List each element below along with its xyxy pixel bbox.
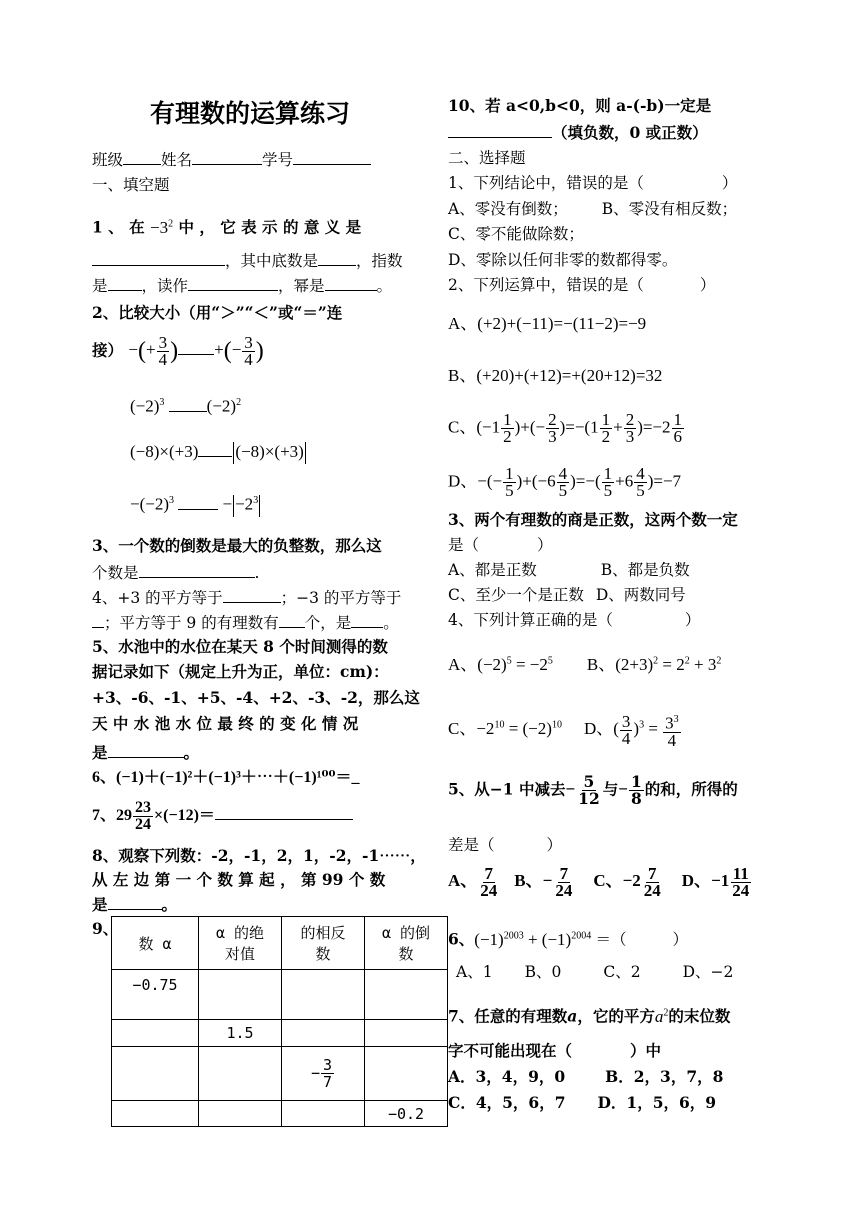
m6-option-b[interactable]: B、0	[524, 963, 562, 981]
q1-line2: ，其中底数是 ，指数	[92, 249, 403, 272]
q9-cell: −0.75	[112, 970, 199, 1020]
m4-options-cd	[448, 712, 682, 749]
m7-options-ab	[448, 1066, 723, 1088]
id-blank[interactable]	[293, 148, 371, 165]
m6-options	[456, 961, 733, 983]
m3-line1: 3、两个有理数的商是正数，这两个数一定	[448, 510, 738, 529]
section-fill-heading: 一、填空题	[92, 176, 170, 194]
q9-cell: −0.2	[365, 1101, 448, 1127]
m5-line2: 差是（ ）	[448, 836, 563, 854]
q8-line2: 从 左 边 第 一 个 数 算 起 ， 第 99 个 数	[92, 870, 386, 889]
q4-blank-a[interactable]	[223, 586, 281, 603]
m5-option-c[interactable]: C、−2 $\frac{7}{24}$	[593, 864, 661, 900]
q2-line1: 2、比较大小（用“＞”“＜”或“＝”连	[92, 303, 343, 322]
q1-blank-power[interactable]	[325, 274, 377, 291]
q4-blank-b[interactable]	[92, 611, 104, 628]
m3-option-b[interactable]: B、都是负数	[600, 561, 690, 579]
m1-option-a[interactable]: A、零没有倒数；	[448, 200, 568, 218]
m4-option-d[interactable]: D、( $\frac{3}{4}$ )$^3$ = $\frac{3^3}{4}$	[583, 711, 679, 750]
m6-question: 6、$(-1)^{2003} + (-1)^{2004}$ ＝（ ）	[448, 929, 688, 949]
q7-blank[interactable]	[215, 803, 353, 820]
m6-option-d[interactable]: D、−2	[682, 963, 734, 981]
q2-item3: (−8)×(+3) (−8)×(+3)	[130, 440, 307, 464]
q10-line2: （填负数，0 或正数）	[448, 121, 708, 144]
m4-option-c[interactable]: C、$-2^{10} = (-2)^{10}$	[448, 719, 562, 739]
q10-blank[interactable]	[448, 121, 552, 138]
m5-line1: 5、从−1 中减去− $\frac{5}{12}$ 与− $\frac{1}{8}$ 的和，所得的	[448, 772, 738, 808]
q9-label: 9、	[92, 919, 119, 938]
m4-option-a[interactable]: A、$(-2)^5 = -2^5$	[448, 654, 553, 674]
page-title: 有理数的运算练习	[150, 99, 351, 128]
q9-cell[interactable]	[199, 970, 282, 1020]
q9-header-number: 数 α	[112, 917, 199, 970]
q9-cell[interactable]	[199, 1047, 282, 1101]
m2-option-c[interactable]: C、(−1 $\frac{1}{2}$ )+(− $\frac{2}{3}$ )=−(1 $\frac{1}{2}$ + $\frac{2}{3}$ )=−2 $\frac{1}{6}$	[448, 410, 683, 446]
m5-options	[448, 866, 752, 899]
q7-line: 7、29 $\frac{23}{24}$ ×(−12)＝	[92, 800, 353, 833]
m7-option-d[interactable]: D．1，5，6，9	[597, 1093, 717, 1112]
m1-question: 1、下列结论中，错误的是（ ）	[448, 174, 738, 192]
q9-cell[interactable]	[282, 1101, 365, 1127]
q6-line: 6、(−1)＋(−1)²＋(−1)³＋⋯＋(−1)¹⁰⁰＝_	[92, 769, 360, 786]
q9-cell[interactable]	[365, 1020, 448, 1047]
q1-blank-read[interactable]	[188, 274, 278, 291]
q8-blank[interactable]	[108, 893, 162, 910]
m2-option-a[interactable]: A、(+2)+(−11)=−(11−2)=−9	[448, 314, 647, 333]
m4-options-ab	[448, 650, 721, 676]
m7-option-b[interactable]: B．2，3，7，8	[605, 1067, 724, 1086]
q9-cell[interactable]	[112, 1101, 199, 1127]
q4-line1: 4、+3 的平方等于 ；−3 的平方等于	[92, 586, 401, 609]
q10-line1: 10、若 a<0,b<0，则 a-(-b)一定是	[448, 96, 712, 115]
q3-line2: 个数是 .	[92, 561, 259, 584]
name-blank[interactable]	[192, 148, 262, 165]
m4-option-b[interactable]: B、$(2+3)^2 = 2^2 + 3^2$	[586, 654, 722, 674]
m7-option-c[interactable]: C．4，5，6，7	[448, 1093, 566, 1112]
q4-blank-c[interactable]	[279, 611, 305, 628]
q9-cell: − $\frac{3}{7}$	[282, 1047, 365, 1101]
m3-option-d[interactable]: D、两数同号	[595, 586, 686, 604]
q1-blank-exponent[interactable]	[108, 274, 142, 291]
q1-line3: 是 ，读作 ，幂是 。	[92, 274, 392, 297]
m4-question: 4、下列计算正确的是（ ）	[448, 611, 701, 629]
q8-line1: 8、观察下列数：-2，-1，2，1，-2，-1⋯⋯，	[92, 846, 426, 865]
m3-option-a[interactable]: A、都是正数	[448, 561, 537, 579]
q1-blank-base[interactable]	[318, 249, 356, 266]
q9-cell[interactable]	[282, 970, 365, 1020]
q9-cell[interactable]	[112, 1020, 199, 1047]
q4-blank-d[interactable]	[351, 611, 383, 628]
m1-option-d[interactable]: D、零除以任何非零的数都得零。	[448, 251, 678, 269]
q9-header-abs: α 的绝 对值	[199, 917, 282, 970]
m7-options-cd	[448, 1092, 716, 1114]
m5-option-a[interactable]: A、 $\frac{7}{24}$	[448, 864, 498, 900]
q3-line1: 3、一个数的倒数是最大的负整数，那么这	[92, 536, 382, 555]
header-fields: 班级 姓名 学号	[92, 148, 371, 171]
m5-option-b[interactable]: B、− $\frac{7}{24}$	[514, 864, 573, 900]
m1-options-ab	[448, 198, 737, 220]
q5-line1: 5、水池中的水位在某天 8 个时间测得的数	[92, 637, 388, 656]
q4-line2: ；平方等于 9 的有理数有 个，是 。	[92, 611, 399, 634]
q5-line2: 据记录如下（规定上升为正，单位：cm)：	[92, 662, 389, 681]
m1-option-b[interactable]: B、零没有相反数；	[601, 200, 738, 218]
m3-options-cd	[448, 584, 686, 606]
q2-item4: $-(-2)^3 - -2^3$	[130, 490, 261, 517]
q5-line5: 是 。	[92, 743, 200, 762]
m7-line2: 字不可能出现在（ ）中	[448, 1041, 662, 1060]
m2-option-d[interactable]: D、−(− $\frac{1}{5}$ )+(−6 $\frac{4}{5}$ )=−( $\frac{1}{5}$ +6 $\frac{4}{5}$ )=−7	[448, 464, 682, 500]
q3-blank[interactable]	[139, 561, 255, 578]
q9-cell: 1.5	[199, 1020, 282, 1047]
q9-cell[interactable]	[282, 1020, 365, 1047]
m2-question: 2、下列运算中，错误的是（ ）	[448, 276, 716, 294]
q1-blank-meaning[interactable]	[92, 249, 225, 266]
m5-option-d[interactable]: D、−1 $\frac{11}{24}$	[681, 864, 750, 900]
q9-header-reciprocal: α 的倒 数	[365, 917, 448, 970]
q8-line3: 是 。	[92, 895, 178, 914]
m1-option-c[interactable]: C、零不能做除数；	[448, 225, 584, 243]
m3-option-c[interactable]: C、至少一个是正数	[448, 586, 584, 604]
m7-line1: 7、任意的有理数a，它的平方$a^2$的末位数	[448, 1006, 731, 1026]
q5-line4: 天 中 水 池 水 位 最 终 的 变 化 情 况	[92, 714, 359, 733]
m2-option-b[interactable]: B、(+20)+(+12)=+(20+12)=32	[448, 366, 663, 385]
class-blank[interactable]	[123, 148, 161, 165]
q9-cell[interactable]	[365, 970, 448, 1020]
q9-cell[interactable]	[365, 1047, 448, 1101]
m3-options-ab	[448, 559, 690, 581]
q2-line2: 接） −(+ $\frac{3}{4}$ ) +(− $\frac{3}{4}$ )	[92, 333, 264, 369]
m6-option-c[interactable]: C、2	[603, 963, 641, 981]
q9-header-opposite: 的相反 数	[282, 917, 365, 970]
q1-line1: 1 、 在 $-3^2$ 中 ， 它 表 示 的 意 义 是	[92, 217, 362, 237]
q5-line3: +3、-6、-1、+5、-4、+2、-3、-2，那么这	[92, 688, 420, 707]
section-choice-heading: 二、选择题	[448, 149, 526, 167]
m3-line2: 是（ ）	[448, 536, 553, 554]
m7-option-a[interactable]: A．3，4，9，0	[448, 1067, 566, 1086]
m6-option-a[interactable]: A、1	[456, 963, 493, 981]
q9-cell[interactable]	[112, 1047, 199, 1101]
q5-blank[interactable]	[108, 741, 184, 758]
q2-item2: $(-2)^3$ $(-2)^2$	[130, 396, 242, 416]
q9-cell[interactable]	[199, 1101, 282, 1127]
q9-table	[111, 916, 448, 1127]
